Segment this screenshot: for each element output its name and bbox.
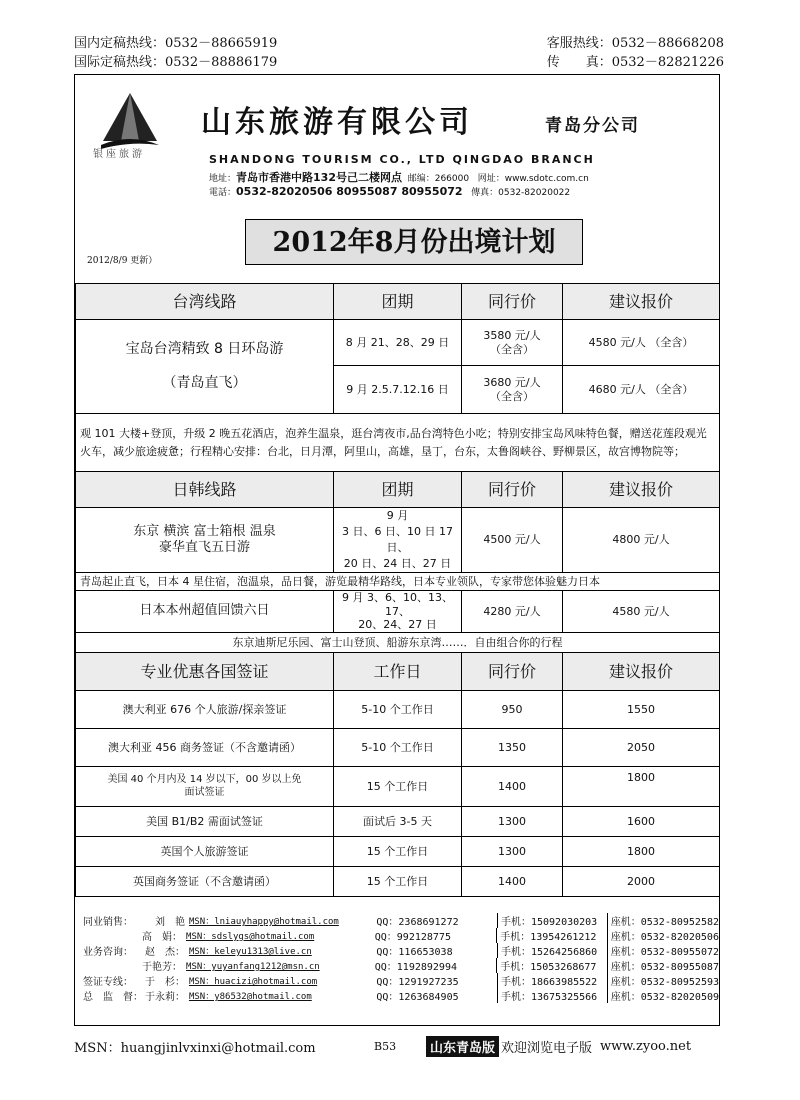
msn-link[interactable]: MSN：y86532@hotmail.com bbox=[188, 992, 312, 1002]
visa-header-row bbox=[76, 653, 720, 691]
tour-table bbox=[75, 283, 720, 897]
col-dates: 团期 bbox=[334, 284, 462, 320]
col-route: 台湾线路 bbox=[76, 284, 334, 320]
fax-line: 传 真：0532－82821226 bbox=[546, 55, 724, 70]
col-workdays: 工作日 bbox=[334, 653, 462, 691]
list-item: 业务咨询： 赵 杰： MSN：keleyu1313@live.cn QQ：116653038 手机：15264256860 座机：0532-80955072 bbox=[75, 943, 719, 958]
list-item: 高 娟： MSN：sdslygs@hotmail.com QQ：992128775 手机：13954261212 座机：0532-82020506 bbox=[75, 928, 719, 943]
col-visa: 专业优惠各国签证 bbox=[76, 653, 334, 691]
international-hotline: 国际定稿热线：0532－88886179 bbox=[74, 55, 278, 70]
taiwan-route: 宝岛台湾精致 8 日环岛游 （青岛直飞） bbox=[76, 320, 334, 414]
table-row bbox=[76, 807, 720, 837]
company-address: 地址：青岛市香港中路132号己二楼网点 邮编：266000 网址：www.sdotc.com.cn bbox=[209, 171, 589, 184]
footer-msn: MSN：huangjinlvxinxi@hotmail.com bbox=[74, 1041, 316, 1056]
footer-website-link[interactable]: www.zyoo.net bbox=[600, 1039, 692, 1054]
update-date: 2012/8/9 更新） bbox=[87, 256, 158, 266]
japan-route-note: 青岛起止直飞，日本 4 星住宿，泡温泉，品日餐，游览最精华路线，日本专业领队，专家带您体验魅力日本 bbox=[76, 572, 720, 590]
tour-dates: 9 月 3、6、10、13、17、 20、24、27 日 bbox=[334, 590, 462, 632]
suggested-price: 1800 bbox=[563, 767, 720, 807]
msn-link[interactable]: MSN：sdslygs@hotmail.com bbox=[186, 932, 315, 942]
peer-price: 1350 bbox=[462, 729, 563, 767]
col-suggested-price: 建议报价 bbox=[563, 653, 720, 691]
company-english-name: SHANDONG TOURISM CO., LTD QINGDAO BRANCH bbox=[209, 153, 595, 166]
peer-price: 3580 元/人 （全含） bbox=[462, 320, 563, 366]
table-row bbox=[76, 414, 720, 472]
suggested-price: 1550 bbox=[563, 691, 720, 729]
suggested-price: 4580 元/人 （全含） bbox=[563, 320, 720, 366]
peer-price: 1400 bbox=[462, 867, 563, 897]
col-peer-price: 同行价 bbox=[462, 653, 563, 691]
suggested-price: 4800 元/人 bbox=[563, 508, 720, 573]
list-item: 于艳芳： MSN：yuyanfang1212@msn.cn QQ：1192892994 手机：15053268677 座机：0532-80955087 bbox=[75, 958, 719, 973]
visa-workdays: 面试后 3-5 天 bbox=[334, 807, 462, 837]
peer-price: 950 bbox=[462, 691, 563, 729]
footer-welcome: 欢迎浏览电子版 bbox=[501, 1041, 593, 1056]
table-row bbox=[76, 767, 720, 807]
suggested-price: 4580 元/人 bbox=[563, 590, 720, 632]
page-title: 2012年8月份出境计划 bbox=[245, 219, 583, 265]
service-hotline: 客服热线：0532－88668208 bbox=[546, 36, 724, 51]
visa-name: 美国 40 个月内及 14 岁以下，00 岁以上免 面试签证 bbox=[76, 767, 334, 807]
suggested-price: 2000 bbox=[563, 867, 720, 897]
visa-workdays: 15 个工作日 bbox=[334, 837, 462, 867]
msn-link[interactable]: MSN：yuyanfang1212@msn.cn bbox=[186, 962, 320, 972]
logo-text: 银座旅游 bbox=[93, 149, 145, 160]
suggested-price: 2050 bbox=[563, 729, 720, 767]
japan-header-row bbox=[76, 472, 720, 508]
visa-workdays: 15 个工作日 bbox=[334, 867, 462, 897]
page-footer bbox=[74, 1036, 724, 1057]
company-branch: 青岛分公司 bbox=[545, 116, 640, 136]
peer-price: 1400 bbox=[462, 767, 563, 807]
peer-price: 4500 元/人 bbox=[462, 508, 563, 573]
col-peer-price: 同行价 bbox=[462, 284, 563, 320]
visa-workdays: 5-10 个工作日 bbox=[334, 729, 462, 767]
visa-workdays: 15 个工作日 bbox=[334, 767, 462, 807]
peer-price: 1300 bbox=[462, 807, 563, 837]
visa-workdays: 5-10 个工作日 bbox=[334, 691, 462, 729]
col-dates: 团期 bbox=[334, 472, 462, 508]
advert-frame bbox=[74, 74, 720, 1026]
list-item: 签证专线： 于 杉： MSN：huacizi@hotmail.com QQ：1291927235 手机：18663985522 座机：0532-80952593 bbox=[75, 973, 719, 988]
tour-dates: 8 月 21、28、29 日 bbox=[334, 320, 462, 366]
msn-link[interactable]: MSN：lniauyhappy@hotmail.com bbox=[188, 917, 339, 927]
company-phone: 電話：0532-82020506 80955087 80955072 傳真：0532-82020022 bbox=[209, 185, 571, 198]
header-hotlines bbox=[74, 34, 724, 72]
page-number: B53 bbox=[374, 1040, 397, 1053]
peer-price: 1300 bbox=[462, 837, 563, 867]
suggested-price: 4680 元/人 （全含） bbox=[563, 366, 720, 414]
table-row bbox=[76, 320, 720, 366]
col-suggested-price: 建议报价 bbox=[563, 472, 720, 508]
publication-logo: 山东青岛版 bbox=[426, 1036, 499, 1057]
table-row bbox=[76, 508, 720, 573]
honshu-route-note: 东京迪斯尼乐园、富士山登顶、船游东京湾……．自由组合你的行程 bbox=[76, 633, 720, 653]
list-item: 同业销售： 刘 艳 MSN：lniauyhappy@hotmail.com QQ：2368691272 手机：15092030203 座机：0532-80952582 bbox=[75, 913, 719, 928]
suggested-price: 1800 bbox=[563, 837, 720, 867]
tour-dates: 9 月 3 日、6 日、10 日 17 日、 20 日、24 日、27 日 bbox=[334, 508, 462, 573]
col-route: 日韩线路 bbox=[76, 472, 334, 508]
table-row bbox=[76, 572, 720, 590]
visa-name: 美国 B1/B2 需面试签证 bbox=[76, 807, 334, 837]
table-row bbox=[76, 729, 720, 767]
table-row bbox=[76, 867, 720, 897]
visa-name: 澳大利亚 676 个人旅游/探亲签证 bbox=[76, 691, 334, 729]
table-row bbox=[76, 590, 720, 632]
japan-route-honshu: 日本本州超值回馈六日 bbox=[76, 590, 334, 632]
table-row bbox=[76, 691, 720, 729]
table-row bbox=[76, 837, 720, 867]
col-peer-price: 同行价 bbox=[462, 472, 563, 508]
list-item: 总 监 督： 于永莉： MSN：y86532@hotmail.com QQ：1263684905 手机：13675325566 座机：0532-82020509 bbox=[75, 988, 719, 1003]
taiwan-header-row bbox=[76, 284, 720, 320]
col-suggested-price: 建议报价 bbox=[563, 284, 720, 320]
peer-price: 4280 元/人 bbox=[462, 590, 563, 632]
suggested-price: 1600 bbox=[563, 807, 720, 837]
msn-link[interactable]: MSN：huacizi@hotmail.com bbox=[188, 977, 318, 987]
tour-dates: 9 月 2.5.7.12.16 日 bbox=[334, 366, 462, 414]
peer-price: 3680 元/人 （全含） bbox=[462, 366, 563, 414]
japan-route-tokyo: 东京 横滨 富士箱根 温泉 豪华直飞五日游 bbox=[76, 508, 334, 573]
domestic-hotline: 国内定稿热线：0532－88665919 bbox=[74, 36, 278, 51]
company-name: 山东旅游有限公司 bbox=[201, 105, 473, 140]
msn-link[interactable]: MSN：keleyu1313@live.cn bbox=[188, 947, 312, 957]
visa-name: 澳大利亚 456 商务签证（不含邀请函） bbox=[76, 729, 334, 767]
taiwan-itinerary-note: 观 101 大楼+登顶，升级 2 晚五花酒店，泡养生温泉，逛台湾夜市,品台湾特色小吃；特别安排宝岛风味特色餐，赠送花莲段观光火车，减少旅途疲惫；行程精心安排：台北，日月潭，阿里山，高雄，垦丁，台东，太鲁阁峡谷、野柳景区，故宫博物院等； bbox=[76, 414, 720, 472]
contact-list bbox=[75, 913, 719, 1003]
visa-name: 英国商务签证（不含邀请函） bbox=[76, 867, 334, 897]
visa-name: 英国个人旅游签证 bbox=[76, 837, 334, 867]
table-row bbox=[76, 633, 720, 653]
